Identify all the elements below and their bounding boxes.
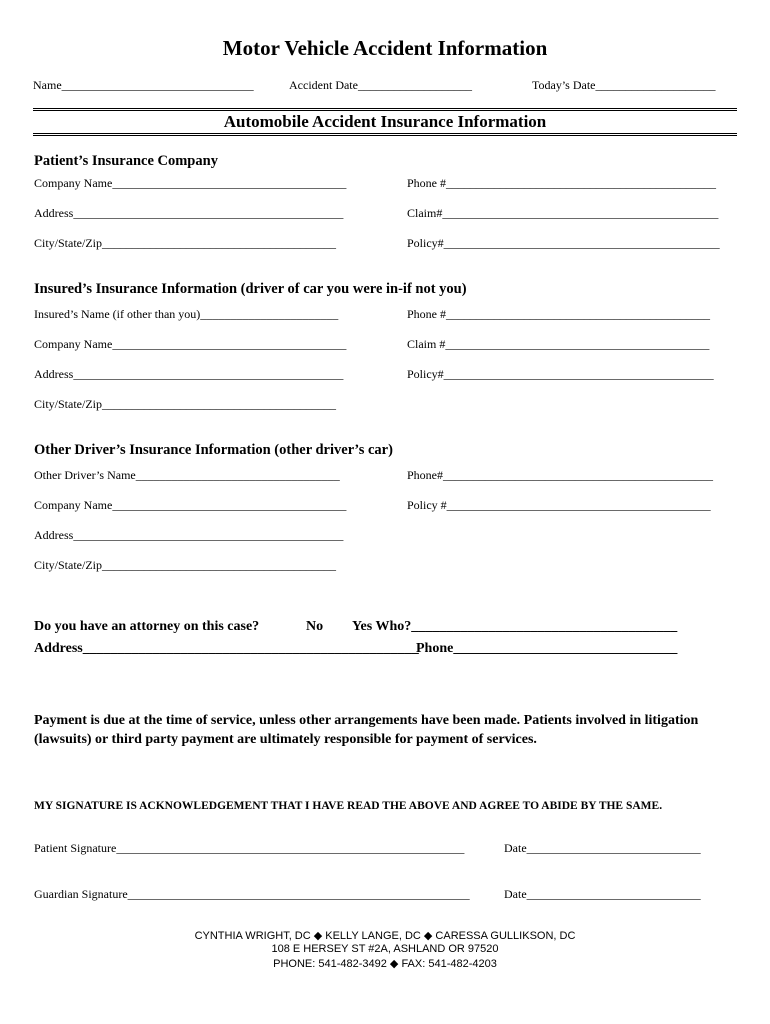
page-title: Motor Vehicle Accident Information xyxy=(222,36,548,60)
attorney-question: Do you have an attorney on this case? xyxy=(34,619,260,634)
other-driver-phone-field[interactable]: Phone#_____________________________________________ xyxy=(407,468,713,482)
patient-insurance-heading: Patient’s Insurance Company xyxy=(34,153,218,169)
insured-name-field[interactable]: Insured’s Name (if other than you)_______________________ xyxy=(34,307,339,321)
insured-company-name-field[interactable]: Company Name_______________________________________ xyxy=(34,337,347,351)
attorney-yes-who-field[interactable]: Yes Who?______________________________________ xyxy=(352,619,678,634)
footer-phone-fax: PHONE: 541-482-3492 ◆ FAX: 541-482-4203 xyxy=(273,958,497,970)
patient-city-state-zip-field[interactable]: City/State/Zip_______________________________________ xyxy=(34,236,336,250)
patient-claim-field[interactable]: Claim#______________________________________________ xyxy=(407,206,719,220)
insured-address-field[interactable]: Address_____________________________________________ xyxy=(34,367,344,381)
patient-address-field[interactable]: Address_____________________________________________ xyxy=(34,206,344,220)
band-title: Automobile Accident Insurance Information xyxy=(223,112,547,131)
attorney-phone-field[interactable]: Phone________________________________ xyxy=(416,641,678,656)
insured-claim-field[interactable]: Claim #____________________________________________ xyxy=(407,337,710,351)
insured-phone-field[interactable]: Phone #____________________________________________ xyxy=(407,307,710,321)
other-driver-address-field[interactable]: Address_____________________________________________ xyxy=(34,528,344,542)
other-driver-insurance-heading: Other Driver’s Insurance Information (other driver’s car) xyxy=(34,442,393,458)
section-band xyxy=(33,108,737,136)
footer-doctors: CYNTHIA WRIGHT, DC ◆ KELLY LANGE, DC ◆ CARESSA GULLIKSON, DC xyxy=(194,930,576,942)
insured-city-state-zip-field[interactable]: City/State/Zip_______________________________________ xyxy=(34,397,336,411)
accident-date-field[interactable]: Accident Date___________________ xyxy=(289,78,472,92)
signature-acknowledgement: MY SIGNATURE IS ACKNOWLEDGEMENT THAT I HAVE READ THE ABOVE AND AGREE TO ABIDE BY THE SAME. xyxy=(34,800,663,812)
payment-notice: Payment is due at the time of service, unless other arrangements have been made. Patients involved in litigation (lawsuits) or third party payment are ultimately responsible for payment of services. xyxy=(34,713,699,747)
attorney-address-field[interactable]: Address________________________________________________ xyxy=(34,641,419,656)
footer-address: 108 E HERSEY ST #2A, ASHLAND OR 97520 xyxy=(271,943,499,955)
other-driver-name-field[interactable]: Other Driver’s Name__________________________________ xyxy=(34,468,340,482)
patient-phone-field[interactable]: Phone #_____________________________________________ xyxy=(407,176,716,190)
insured-policy-field[interactable]: Policy#_____________________________________________ xyxy=(407,367,714,381)
patient-signature-field[interactable]: Patient Signature__________________________________________________________ xyxy=(34,841,465,855)
other-driver-policy-field[interactable]: Policy #____________________________________________ xyxy=(407,498,711,512)
other-driver-city-state-zip-field[interactable]: City/State/Zip_______________________________________ xyxy=(34,558,336,572)
patient-policy-field[interactable]: Policy#______________________________________________ xyxy=(407,236,720,250)
other-driver-company-name-field[interactable]: Company Name_______________________________________ xyxy=(34,498,347,512)
guardian-signature-date-field[interactable]: Date_____________________________ xyxy=(504,887,701,901)
name-field[interactable]: Name________________________________ xyxy=(33,78,254,92)
attorney-no-option[interactable]: No xyxy=(306,619,324,634)
todays-date-field[interactable]: Today’s Date____________________ xyxy=(532,78,716,92)
guardian-signature-field[interactable]: Guardian Signature_________________________________________________________ xyxy=(34,887,470,901)
patient-signature-date-field[interactable]: Date_____________________________ xyxy=(504,841,701,855)
patient-company-name-field[interactable]: Company Name_______________________________________ xyxy=(34,176,347,190)
insured-insurance-heading: Insured’s Insurance Information (driver of car you were in-if not you) xyxy=(34,281,467,297)
